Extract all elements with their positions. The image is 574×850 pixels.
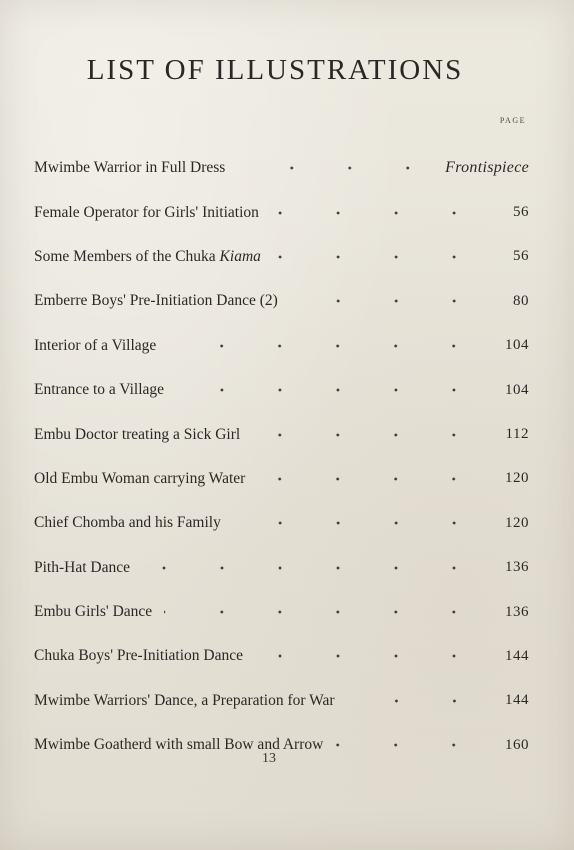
list-item xyxy=(34,235,529,279)
entry-page: 56 xyxy=(513,248,529,265)
dot-leader xyxy=(252,430,483,440)
entry-page: 120 xyxy=(505,470,529,487)
dot-leader xyxy=(142,563,483,573)
entry-title: Embu Girls' Dance xyxy=(34,603,153,621)
list-item xyxy=(34,679,529,723)
illustrations-list xyxy=(34,146,529,767)
dot-leader xyxy=(335,740,483,750)
list-item xyxy=(34,590,529,634)
dot-leader xyxy=(347,696,483,706)
entry-title-prefix: Some Members of the Chuka xyxy=(34,247,220,265)
dot-leader xyxy=(271,208,483,218)
entry-title: Emberre Boys' Pre-Initiation Dance (2) xyxy=(34,292,278,310)
entry-title: Mwimbe Goatherd with small Bow and Arrow xyxy=(34,736,324,754)
dot-leader xyxy=(273,252,483,262)
entry-title: Old Embu Woman carrying Water xyxy=(34,469,246,487)
entry-title: Entrance to a Village xyxy=(34,381,165,399)
list-item xyxy=(34,279,529,323)
list-item xyxy=(34,190,529,234)
entry-page: 160 xyxy=(505,736,529,753)
entry-title: Chief Chomba and his Family xyxy=(34,514,221,532)
entry-page: Frontispiece xyxy=(445,159,529,177)
entry-title: Embu Doctor treating a Sick Girl xyxy=(34,425,241,443)
list-item xyxy=(34,501,529,545)
entry-page: 80 xyxy=(513,292,529,309)
entry-title: Chuka Boys' Pre-Initiation Dance xyxy=(34,647,243,665)
entry-page: 144 xyxy=(505,692,529,709)
entry-title: Mwimbe Warriors' Dance, a Preparation for War xyxy=(34,691,335,709)
list-item xyxy=(34,368,529,412)
entry-page: 144 xyxy=(505,647,529,664)
dot-leader xyxy=(257,474,483,484)
page-column-heading: PAGE xyxy=(499,116,526,125)
list-item xyxy=(34,324,529,368)
dot-leader xyxy=(233,518,483,528)
list-item xyxy=(34,412,529,456)
dot-leader xyxy=(168,341,483,351)
dot-leader xyxy=(176,385,483,395)
entry-title: Female Operator for Girls' Initiation xyxy=(34,203,259,221)
entry-title xyxy=(34,248,269,266)
entry-page: 136 xyxy=(505,603,529,620)
list-item xyxy=(34,634,529,678)
entry-title: Mwimbe Warrior in Full Dress xyxy=(34,159,226,177)
list-item xyxy=(34,457,529,501)
entry-page: 120 xyxy=(505,514,529,531)
entry-title: Pith-Hat Dance xyxy=(34,558,130,576)
entry-page: 136 xyxy=(505,559,529,576)
entry-page: 56 xyxy=(513,204,529,221)
page-number: 13 xyxy=(262,751,276,766)
dot-leader xyxy=(290,296,483,306)
dot-leader xyxy=(237,163,437,173)
entry-page: 104 xyxy=(505,381,529,398)
page-title: LIST OF ILLUSTRATIONS xyxy=(86,54,464,86)
entry-title: Interior of a Village xyxy=(34,336,157,354)
list-item xyxy=(34,546,529,590)
entry-page: 104 xyxy=(505,337,529,354)
entry-page: 112 xyxy=(505,426,529,443)
dot-leader xyxy=(164,607,483,617)
list-item xyxy=(34,146,529,190)
dot-leader xyxy=(255,651,483,661)
entry-title-italic: Kiama xyxy=(219,247,261,265)
